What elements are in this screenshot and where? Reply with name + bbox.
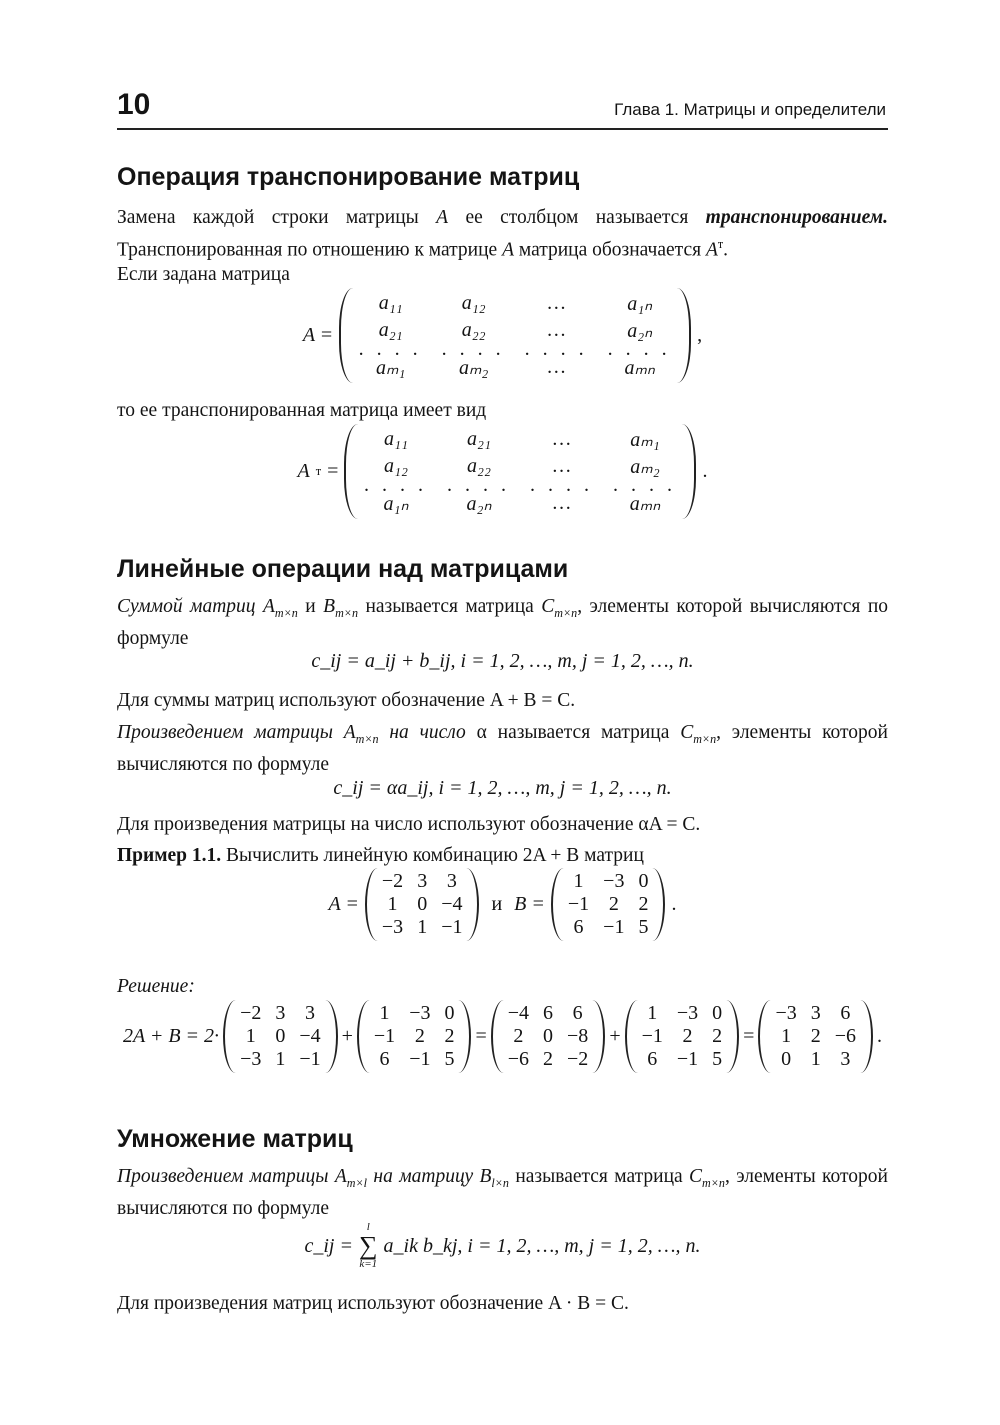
- matrix-cell: 1: [379, 1002, 390, 1024]
- matrix-cell: 3: [840, 1048, 851, 1070]
- matrix-row: [501, 1025, 596, 1048]
- matrix-row: [354, 426, 686, 453]
- matrix-cell: …: [547, 319, 566, 341]
- solution-equation: 2A + B = 2· −2 3 3 1 0 −4 −3 1 −1 + 1 −3 0 −1 2 2 6 −1 5 = −4 6 6 2 0 −8 −6 2 −2 + 1 −3 0 −1 2 2 6 −1 5 = −3 3 6 1 2 −6 0 1 3 .: [117, 1000, 888, 1073]
- solution-label: Решение:: [117, 976, 195, 997]
- matrix-cell: …: [547, 356, 566, 378]
- sum-formula: c_ij = a_ij + b_ij, i = 1, 2, …, m, j = 1, 2, …, n.: [311, 650, 694, 672]
- matrix-row: [561, 893, 656, 916]
- matrix-cell: a₂ₙ: [627, 320, 653, 342]
- matrix-cell: 3: [417, 870, 428, 892]
- matrix-cell: 0: [275, 1025, 286, 1047]
- matrix-a-equation: A = a₁₁ a₁₂ … a₁ₙ a₂₁ a₂₂ … a₂ₙ . . . . . . . . . . . . . . . . aₘ₁ aₘ₂ … aₘₙ ,: [117, 288, 888, 383]
- multiplication-definition: Произведением матрицы $A_{m\times l}$ на матрицу $B_{l\times n}$ называется матрица $C_{m\times n}$, элементы которой вычисляются по формуле: [117, 1166, 888, 1219]
- header-rule: [117, 128, 888, 130]
- matrix-a-general: a₁₁ a₁₂ … a₁ₙ a₂₁ a₂₂ … a₂ₙ . . . . . . . . . . . . . . . . aₘ₁ aₘ₂ … aₘₙ: [339, 288, 691, 383]
- matrix-cell: aₘₙ: [624, 357, 655, 379]
- matrix-row: [349, 354, 681, 381]
- matrix-row: [349, 290, 681, 317]
- solution-matrix-a: [223, 1000, 338, 1073]
- transposed-matrix-text: то ее транспонированная матрица имеет вид: [117, 400, 487, 421]
- solution-matrix-result: [758, 1000, 873, 1073]
- page-number: 10: [117, 88, 151, 121]
- matrix-row: [768, 1025, 863, 1048]
- matrix-cell: −6: [834, 1025, 856, 1047]
- matrix-cell: 2: [543, 1048, 554, 1070]
- example-1-1: Пример 1.1. Вычислить линейную комбинацию 2A + B матриц: [117, 845, 644, 866]
- matrix-cell: a₁₁: [378, 292, 403, 314]
- matrix-cell: 2: [444, 1025, 455, 1047]
- matrix-cell: a₂₁: [378, 319, 403, 341]
- matrix-cell: 0: [543, 1025, 554, 1047]
- matrix-row: [375, 893, 470, 916]
- matrix-row: [375, 916, 470, 939]
- section-title-linear-ops: Линейные операции над матрицами: [117, 555, 569, 583]
- matrix-cell: a₁₂: [384, 455, 408, 477]
- scalar-product-definition: Произведением матрицы $A_{m\times n}$ на число α называется матрица $C_{m\times n}$, элементы которой вычисляются по формуле: [117, 722, 888, 775]
- matrix-cell: 2: [712, 1025, 723, 1047]
- matrix-cell: aₘ₂: [630, 456, 660, 478]
- matrix-cell: aₘ₁: [375, 357, 406, 379]
- matrix-row: [501, 1048, 596, 1071]
- matrix-cell: 1: [387, 893, 398, 915]
- matrix-cell: 1: [245, 1025, 256, 1047]
- chapter-title: Глава 1. Матрицы и определители: [614, 100, 886, 119]
- matrix-cell: a₂₂: [467, 455, 491, 477]
- matrix-cell: −3: [409, 1002, 431, 1024]
- matrix-cell: 2: [414, 1025, 425, 1047]
- matrix-cell: 3: [446, 870, 457, 892]
- matrix-cell: 1: [417, 916, 428, 938]
- matrix-cell: …: [547, 292, 566, 314]
- matrix-cell: 5: [712, 1048, 723, 1070]
- scalar-product-notation: Для произведения матрицы на число используют обозначение αA = C.: [117, 814, 701, 835]
- matrix-cell: −2: [381, 870, 404, 892]
- matrix-cell: −2: [240, 1002, 262, 1024]
- matrix-cell: 0: [444, 1002, 455, 1024]
- matrix-cell: …: [553, 428, 571, 450]
- matrix-a-example: [365, 868, 480, 941]
- matrix-cell: −1: [603, 916, 625, 938]
- matrix-cell: 6: [379, 1048, 390, 1070]
- matrix-cell: 6: [647, 1048, 658, 1070]
- matrix-row: [367, 1025, 462, 1048]
- matrix-cell: aₘₙ: [629, 493, 661, 515]
- matrix-cell: 0: [781, 1048, 792, 1070]
- matrix-cell: 6: [543, 1002, 554, 1024]
- matrix-cell: −3: [775, 1002, 797, 1024]
- matrix-cell: 1: [810, 1048, 821, 1070]
- matrix-at-general: a₁₁ a₂₁ … aₘ₁ a₁₂ a₂₂ … aₘ₂ . . . . . . . . . . . . . . . . a₁ₙ a₂ₙ … aₘₙ: [344, 424, 696, 519]
- sum-definition: Суммой матриц $A_{m\times n}$ и $B_{m\times n}$ называется матрица $C_{m\times n}$, элементы которой вычисляются по формуле: [117, 596, 889, 649]
- section-title-multiplication: Умножение матриц: [117, 1125, 353, 1153]
- matrix-row: [233, 1025, 328, 1048]
- matrix-cell: 1: [573, 870, 584, 892]
- matrix-cell: −1: [641, 1025, 663, 1047]
- matrix-cell: 6: [572, 1002, 583, 1024]
- matrix-cell: −4: [507, 1002, 530, 1024]
- matrix-cell: −6: [507, 1048, 530, 1070]
- matrix-cell: 2: [638, 893, 649, 915]
- matrix-row: [635, 1048, 730, 1071]
- scalar-product-formula: c_ij = αa_ij, i = 1, 2, …, m, j = 1, 2, …, n.: [333, 777, 672, 799]
- matrix-row: [233, 1002, 328, 1025]
- matrix-cell: 0: [417, 893, 428, 915]
- section-title-transpose: Операция транспонирование матриц: [117, 163, 580, 191]
- matrix-cell: −4: [441, 893, 463, 915]
- matrix-cell: −1: [441, 916, 463, 938]
- matrix-row: [367, 1048, 462, 1071]
- solution-matrix-2a: [491, 1000, 606, 1073]
- matrix-cell: 2: [513, 1025, 524, 1047]
- matrix-cell: 2: [608, 893, 619, 915]
- matrix-cell: −8: [567, 1025, 589, 1047]
- matrix-cell: a₂₂: [461, 319, 486, 341]
- matrix-cell: a₂₁: [467, 428, 491, 450]
- matrix-cell: …: [553, 455, 571, 477]
- matrix-row: [233, 1048, 328, 1071]
- matrix-row: [768, 1002, 863, 1025]
- matrix-row: [768, 1048, 863, 1071]
- matrix-cell: …: [553, 492, 571, 514]
- matrix-at-equation: A т = a₁₁ a₂₁ … aₘ₁ a₁₂ a₂₂ … aₘ₂ . . . . . . . . . . . . . . . . a₁ₙ a₂ₙ … aₘₙ .: [117, 424, 888, 519]
- matrix-cell: 5: [638, 916, 649, 938]
- matrix-cell: −1: [299, 1048, 321, 1070]
- matrix-cell: a₂ₙ: [466, 493, 492, 515]
- solution-matrix-b: [357, 1000, 472, 1073]
- matrix-cell: −2: [567, 1048, 589, 1070]
- matrix-row: [561, 870, 656, 893]
- multiplication-formula: c_ij = l ∑ k=1 a_ik b_kj, i = 1, 2, …, m, j = 1, 2, …, n.: [304, 1221, 701, 1270]
- matrix-cell: 6: [573, 916, 584, 938]
- matrix-cell: −3: [240, 1048, 262, 1070]
- matrix-cell: −1: [676, 1048, 699, 1070]
- matrix-cell: 3: [275, 1002, 286, 1024]
- matrix-cell: −3: [676, 1002, 699, 1024]
- transpose-definition: Замена каждой строки матрицы A ее столбцом называется транспонированием. Транспонированная по отношению к матрице A матрица обозначается $A^т$.: [117, 207, 888, 261]
- matrix-cell: 6: [840, 1002, 851, 1024]
- matrix-cell: 1: [781, 1025, 792, 1047]
- matrix-cell: −3: [381, 916, 404, 938]
- matrix-cell: a₁ₙ: [383, 493, 409, 515]
- matrix-cell: 0: [638, 870, 649, 892]
- matrix-cell: −3: [603, 870, 625, 892]
- matrix-row: [501, 1002, 596, 1025]
- matrix-row: [367, 1002, 462, 1025]
- multiplication-notation: Для произведения матриц используют обозначение A · B = C.: [117, 1293, 629, 1314]
- matrix-row: [354, 490, 686, 517]
- matrix-cell: aₘ₁: [630, 429, 660, 451]
- matrix-row: [635, 1002, 730, 1025]
- matrix-cell: aₘ₂: [458, 357, 489, 379]
- given-matrix-text: Если задана матрица: [117, 264, 290, 285]
- solution-matrix-b2: [625, 1000, 740, 1073]
- matrix-cell: 1: [275, 1048, 286, 1070]
- matrix-cell: 3: [304, 1002, 315, 1024]
- matrix-cell: 5: [444, 1048, 455, 1070]
- matrix-cell: −1: [409, 1048, 431, 1070]
- example-matrices: A = −2 3 3 1 0 −4 −3 1 −1 и B = 1 −3 0 −1 2 2 6 −1 5 .: [117, 868, 888, 941]
- matrix-row: [561, 916, 656, 939]
- matrix-cell: −1: [567, 893, 590, 915]
- matrix-cell: 0: [712, 1002, 723, 1024]
- matrix-cell: −4: [299, 1025, 321, 1047]
- sum-notation: Для суммы матриц используют обозначение A + B = C.: [117, 690, 576, 711]
- matrix-cell: a₁ₙ: [627, 293, 653, 315]
- matrix-row: [375, 870, 470, 893]
- matrix-row: [635, 1025, 730, 1048]
- matrix-cell: −1: [373, 1025, 396, 1047]
- matrix-cell: a₁₁: [384, 428, 408, 450]
- matrix-cell: a₁₂: [461, 292, 486, 314]
- matrix-b-example: [551, 868, 666, 941]
- matrix-cell: 2: [682, 1025, 693, 1047]
- matrix-cell: 2: [810, 1025, 821, 1047]
- matrix-cell: 3: [810, 1002, 821, 1024]
- matrix-cell: 1: [647, 1002, 658, 1024]
